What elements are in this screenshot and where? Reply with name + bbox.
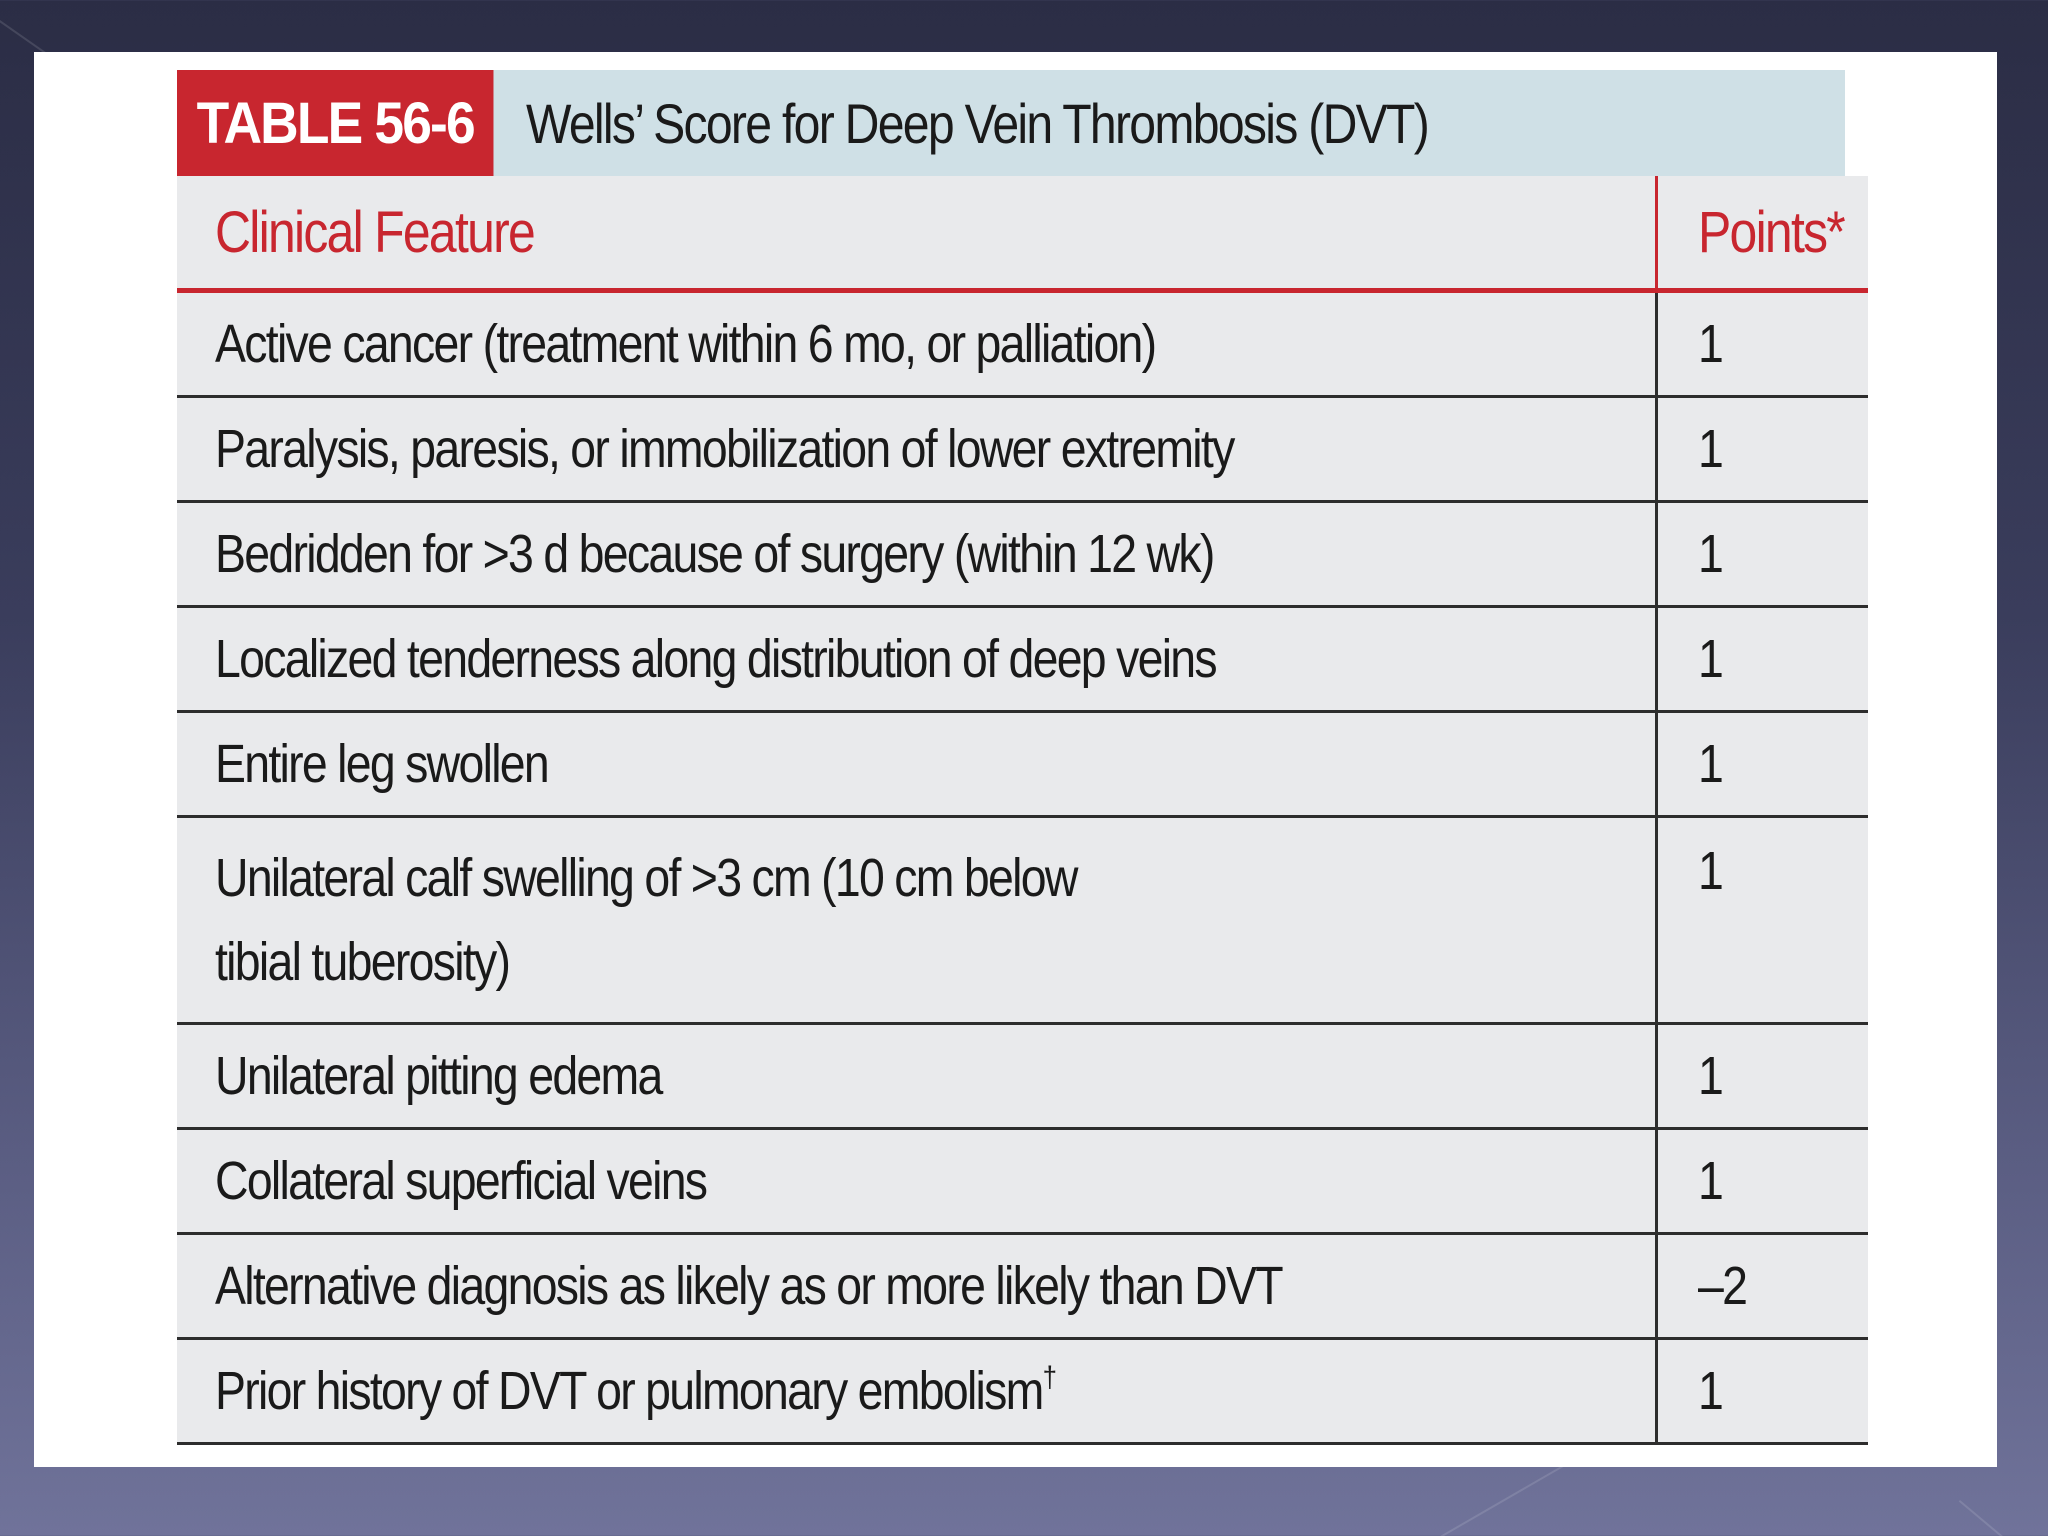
clinical-feature-cell: Localized tenderness along distribution of deep veins [177,607,1657,712]
table-row [177,502,1868,607]
clinical-feature-cell: Unilateral calf swelling of >3 cm (10 cm below tibial tuberosity) [177,817,1657,1024]
points-cell: 1 [1657,817,1868,1024]
table-row [177,397,1868,502]
points-cell: 1 [1657,1024,1868,1129]
footnote-mark: † [1042,1361,1056,1394]
points-cell: 1 [1657,712,1868,817]
table-header-row [177,176,1868,291]
table-title: Wells’ Score for Deep Vein Thrombosis (DVT) [526,91,1429,155]
table-row [177,817,1868,1024]
points-cell: 1 [1657,1129,1868,1234]
clinical-feature-cell: Collateral superficial veins [177,1129,1657,1234]
table-row [177,712,1868,817]
clinical-feature-cell: Unilateral pitting edema [177,1024,1657,1129]
table-title-bar [177,70,1845,176]
table-row [177,1024,1868,1129]
points-cell: –2 [1657,1234,1868,1339]
table-row [177,1339,1868,1444]
feature-text: Prior history of DVT or pulmonary embolism [215,1361,1043,1421]
column-header-points: Points* [1657,176,1868,291]
points-cell: 1 [1657,607,1868,712]
clinical-feature-cell: Alternative diagnosis as likely as or more likely than DVT [177,1234,1657,1339]
score-table [177,176,1868,1445]
clinical-feature-cell: Entire leg swollen [177,712,1657,817]
points-cell: 1 [1657,397,1868,502]
clinical-feature-cell: Paralysis, paresis, or immobilization of lower extremity [177,397,1657,502]
slide [34,52,1997,1467]
column-header-clinical-feature: Clinical Feature [177,176,1657,291]
table-row [177,1234,1868,1339]
table-row [177,1129,1868,1234]
points-cell: 1 [1657,1339,1868,1444]
background-decoration-line [1959,1500,2037,1536]
table-row [177,291,1868,397]
table-row [177,607,1868,712]
clinical-feature-cell: Bedridden for >3 d because of surgery (within 12 wk) [177,502,1657,607]
points-cell: 1 [1657,502,1868,607]
clinical-feature-cell: Active cancer (treatment within 6 mo, or palliation) [177,291,1657,397]
table-number-tag: TABLE 56-6 [177,70,493,176]
points-cell: 1 [1657,291,1868,397]
wells-score-table [177,70,1845,1445]
clinical-feature-cell [177,1339,1657,1444]
